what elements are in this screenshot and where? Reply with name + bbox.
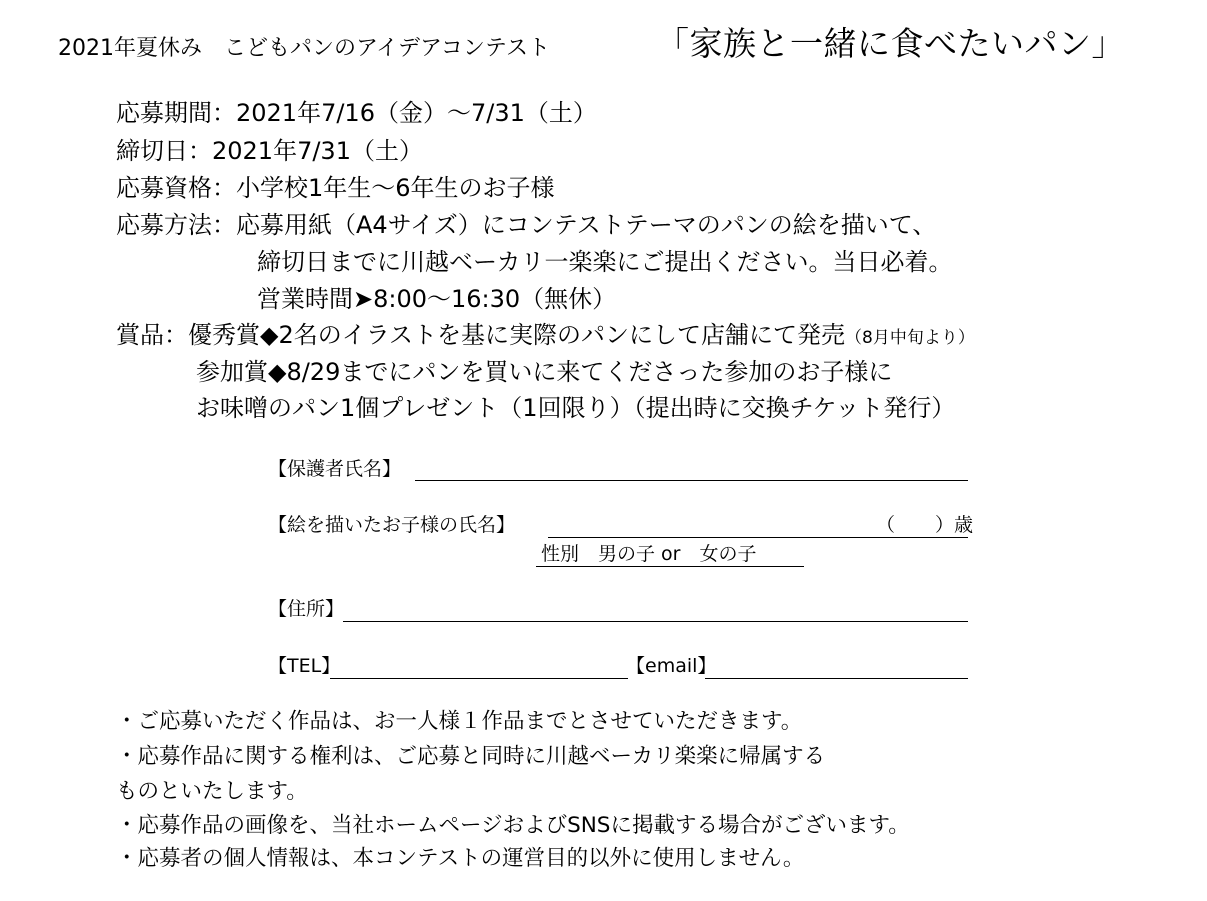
age-label: ）歳 [935,514,974,536]
title-prefix: 2021年夏休み こどもパンのアイデアコンテスト [58,36,551,61]
prize-participation-line-2: お味噌のパン1個プレゼント（1回限り）（提出時に交換チケット発行） [196,394,956,422]
note-item: ・ご応募いただく作品は、お一人様１作品までとさせていただきます。 [116,709,803,734]
guardian-name-label: 【保護者氏名】 [268,458,402,480]
gender-underline [536,566,804,567]
application-period: 応募期間：2021年7/16（金）〜7/31（土） [116,99,597,127]
address-label: 【住所】 [268,598,345,620]
contest-theme-title: 「家族と一緒に食べたいパン」 [656,24,1125,63]
deadline: 締切日：2021年7/31（土） [116,137,423,165]
application-method-line-2: 締切日までに川越ベーカリ一楽楽にご提出ください。当日必着。 [257,248,953,276]
business-hours: 営業時間➤8:00〜16:30（無休） [257,285,617,313]
guardian-name-field[interactable] [415,480,968,481]
note-item: ・応募者の個人情報は、本コンテストの運営目的以外に使用しません。 [116,846,805,871]
child-name-field[interactable] [548,537,968,538]
prize-participation: 参加賞◆8/29までにパンを買いに来てくださった参加のお子様に [196,358,893,386]
gender-choice[interactable]: 性別 男の子 or 女の子 [541,543,757,565]
note-item: ものといたします。 [116,779,308,804]
prize-excellence-note: （8月中旬より） [845,328,975,348]
eligibility: 応募資格：小学校1年生〜6年生のお子様 [116,174,555,202]
email-field[interactable] [705,678,968,679]
tel-field[interactable] [330,678,628,679]
prize-excellence [116,323,975,347]
prize-excellence-text: 賞品：優秀賞◆2名のイラストを基に実際のパンにして店舗にて発売 [116,321,846,349]
child-name-label: 【絵を描いたお子様の氏名】 [268,514,516,536]
email-label: 【email】 [626,655,717,677]
age-open-paren: （ [876,514,896,536]
tel-label: 【TEL】 [268,655,341,677]
note-item: ・応募作品に関する権利は、ご応募と同時に川越ベーカリ楽楽に帰属する [116,744,826,769]
application-method: 応募方法：応募用紙（A4サイズ）にコンテストテーマのパンの絵を描いて、 [116,211,937,239]
address-field[interactable] [343,621,968,622]
note-item: ・応募作品の画像を、当社ホームページおよびSNSに掲載する場合がございます。 [116,813,910,838]
